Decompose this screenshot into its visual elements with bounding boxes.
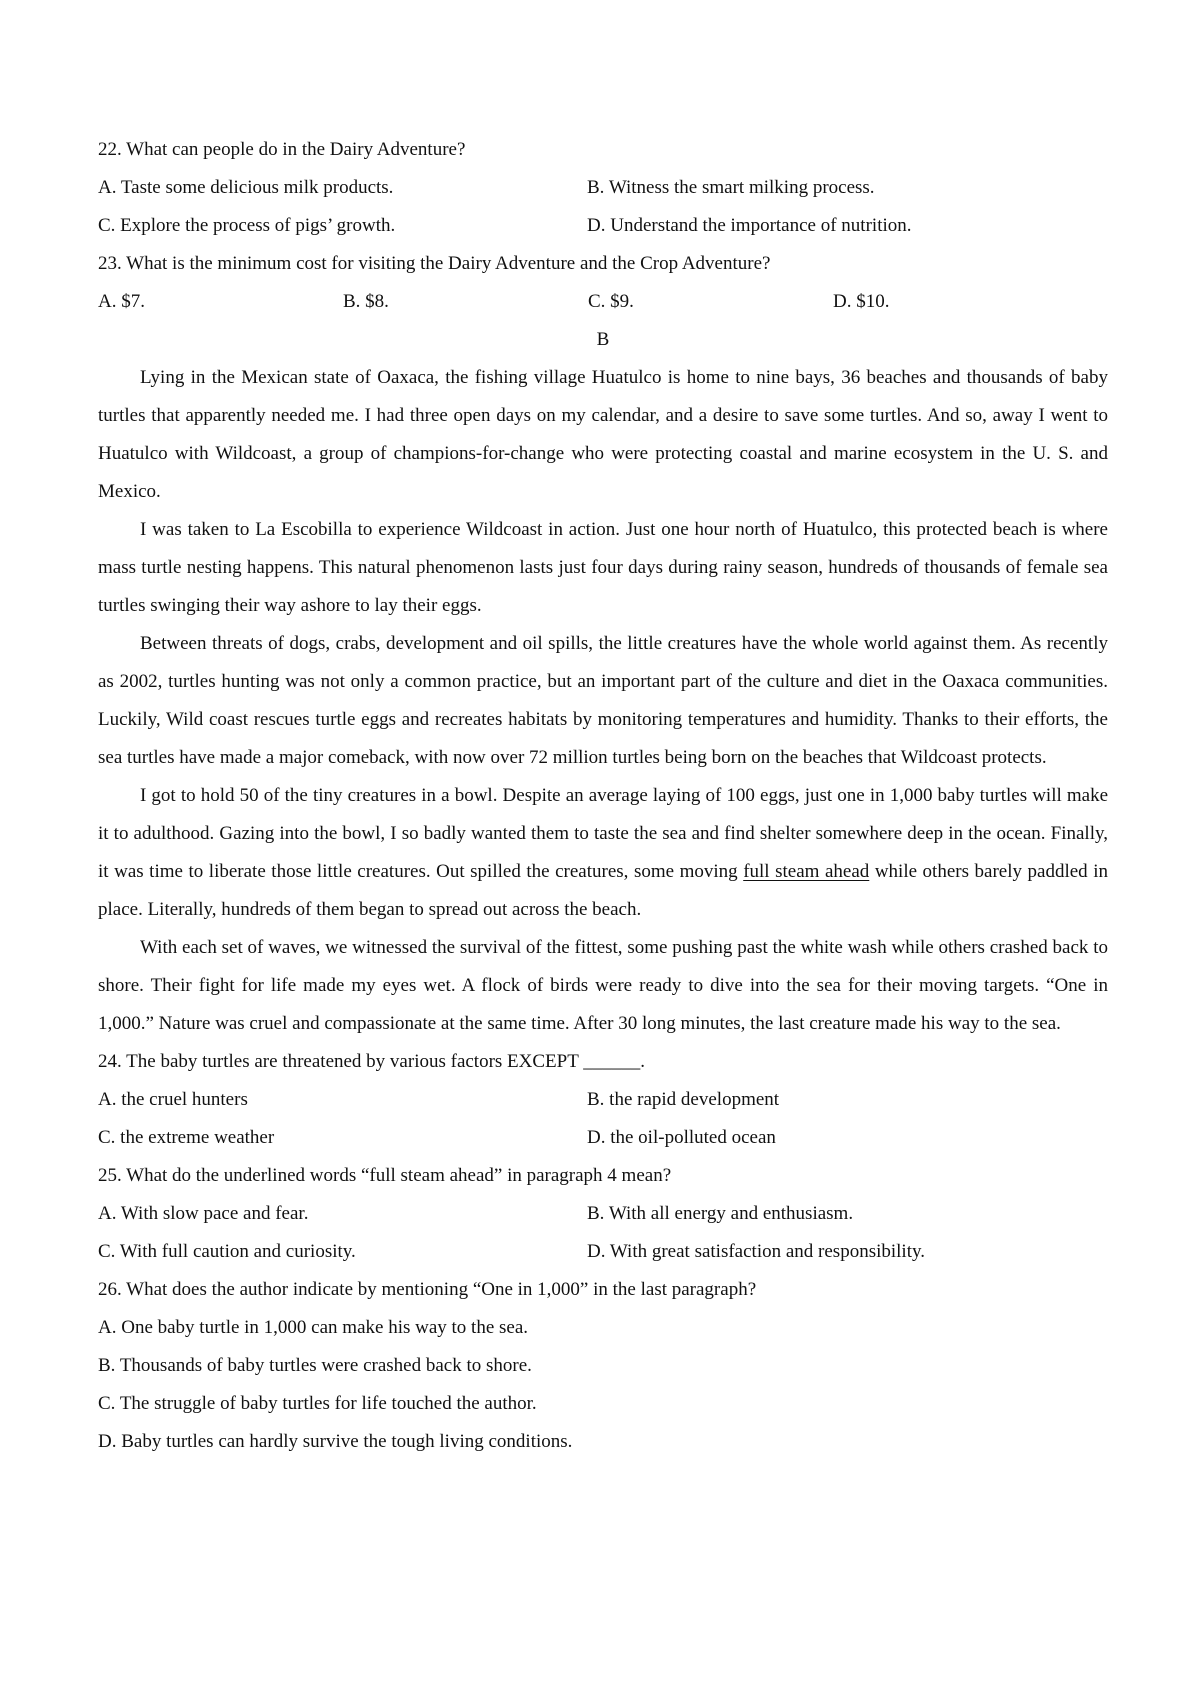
question-24-options-row-1 [98,1081,1108,1119]
question-25-stem: 25. What do the underlined words “full steam ahead” in paragraph 4 mean? [98,1165,672,1186]
question-23-option-b: B. $8. [343,291,389,312]
question-25-option-d: D. With great satisfaction and responsibility. [587,1241,926,1262]
question-26-option-d: D. Baby turtles can hardly survive the tough living conditions. [98,1431,573,1452]
passage-paragraph-3: Between threats of dogs, crabs, development and oil spills, the little creatures have the whole world against them. As recently as 2002, turtles hunting was not only a common practice, but an important part of the culture and diet in the Oaxaca communities. Luckily, Wild coast rescues turtle eggs and recreates habitats by monitoring temperatures and humidity. Thanks to their efforts, the sea turtles have made a major comeback, with now over 72 million turtles being born on the beaches that Wildcoast protects. [98,633,1108,768]
question-24-option-d: D. the oil-polluted ocean [587,1127,776,1148]
passage-paragraph-1: Lying in the Mexican state of Oaxaca, the fishing village Huatulco is home to nine bays, 36 beaches and thousands of baby turtles that apparently needed me. I had three open days on my calendar, and a desire to save some turtles. And so, away I went to Huatulco with Wildcoast, a group of champions-for-change who were protecting coastal and marine ecosystem in the U. S. and Mexico. [98,367,1108,502]
passage-paragraph-2: I was taken to La Escobilla to experience Wildcoast in action. Just one hour north of Huatulco, this protected beach is where mass turtle nesting happens. This natural phenomenon lasts just four days during rainy season, hundreds of thousands of female sea turtles swinging their way ashore to lay their eggs. [98,519,1108,616]
question-25-option-a: A. With slow pace and fear. [98,1203,309,1224]
section-label: B [596,329,610,350]
question-23-option-d: D. $10. [833,291,890,312]
question-24-option-c: C. the extreme weather [98,1127,275,1148]
passage-paragraph-5: With each set of waves, we witnessed the survival of the fittest, some pushing past the white wash while others crashed back to shore. Their fight for life made my eyes wet. A flock of birds were ready to dive into the sea for their moving targets. “One in 1,000.” Nature was cruel and compassionate at the same time. After 30 long minutes, the last creature made his way to the sea. [98,937,1108,1034]
question-26-option-a: A. One baby turtle in 1,000 can make his way to the sea. [98,1317,529,1338]
question-23-option-c: C. $9. [588,291,634,312]
question-25-options-row-2 [98,1233,1108,1271]
question-23-options [98,283,1108,321]
question-26-option-c: C. The struggle of baby turtles for life touched the author. [98,1393,537,1414]
question-22-options-row-1 [98,169,1108,207]
question-26-option-b: B. Thousands of baby turtles were crashed back to shore. [98,1355,532,1376]
question-25-option-b: B. With all energy and enthusiasm. [587,1203,854,1224]
question-22-option-c: C. Explore the process of pigs’ growth. [98,215,396,236]
question-25-options-row-1 [98,1195,1108,1233]
passage-paragraph-4 [98,777,1108,929]
question-24-stem: 24. The baby turtles are threatened by various factors EXCEPT ______. [98,1051,645,1072]
question-24-option-a: A. the cruel hunters [98,1089,248,1110]
question-26-stem: 26. What does the author indicate by mentioning “One in 1,000” in the last paragraph? [98,1279,757,1300]
question-22-option-d: D. Understand the importance of nutrition. [587,215,912,236]
question-24-option-b: B. the rapid development [587,1089,780,1110]
question-25-option-c: C. With full caution and curiosity. [98,1241,356,1262]
question-22-options-row-2 [98,207,1108,245]
underlined-phrase: full steam ahead [743,861,870,882]
question-23-stem: 23. What is the minimum cost for visiting the Dairy Adventure and the Crop Adventure? [98,253,771,274]
question-22-option-a: A. Taste some delicious milk products. [98,177,394,198]
question-24-options-row-2 [98,1119,1108,1157]
question-22-option-b: B. Witness the smart milking process. [587,177,875,198]
question-22-stem: 22. What can people do in the Dairy Adventure? [98,139,466,160]
question-23-option-a: A. $7. [98,291,145,312]
exam-page [98,131,1108,1461]
reading-passage [98,359,1108,1043]
passage-paragraph-4-part-1: I got to hold 50 of the tiny creatures in a bowl. Despite an average laying of 100 eggs, just one in 1,000 baby turtles will make it to adulthood. Gazing into the bowl, I so badly wanted them to taste the sea and find shelter somewhere deep in the ocean. Finally, it was time to liberate those little creatures. Out spilled the creatures, some moving [98,785,1108,882]
passage-paragraph-4-part-2: while others barely paddled in place. Literally, hundreds of them began to spread out across the beach. [98,861,1108,920]
